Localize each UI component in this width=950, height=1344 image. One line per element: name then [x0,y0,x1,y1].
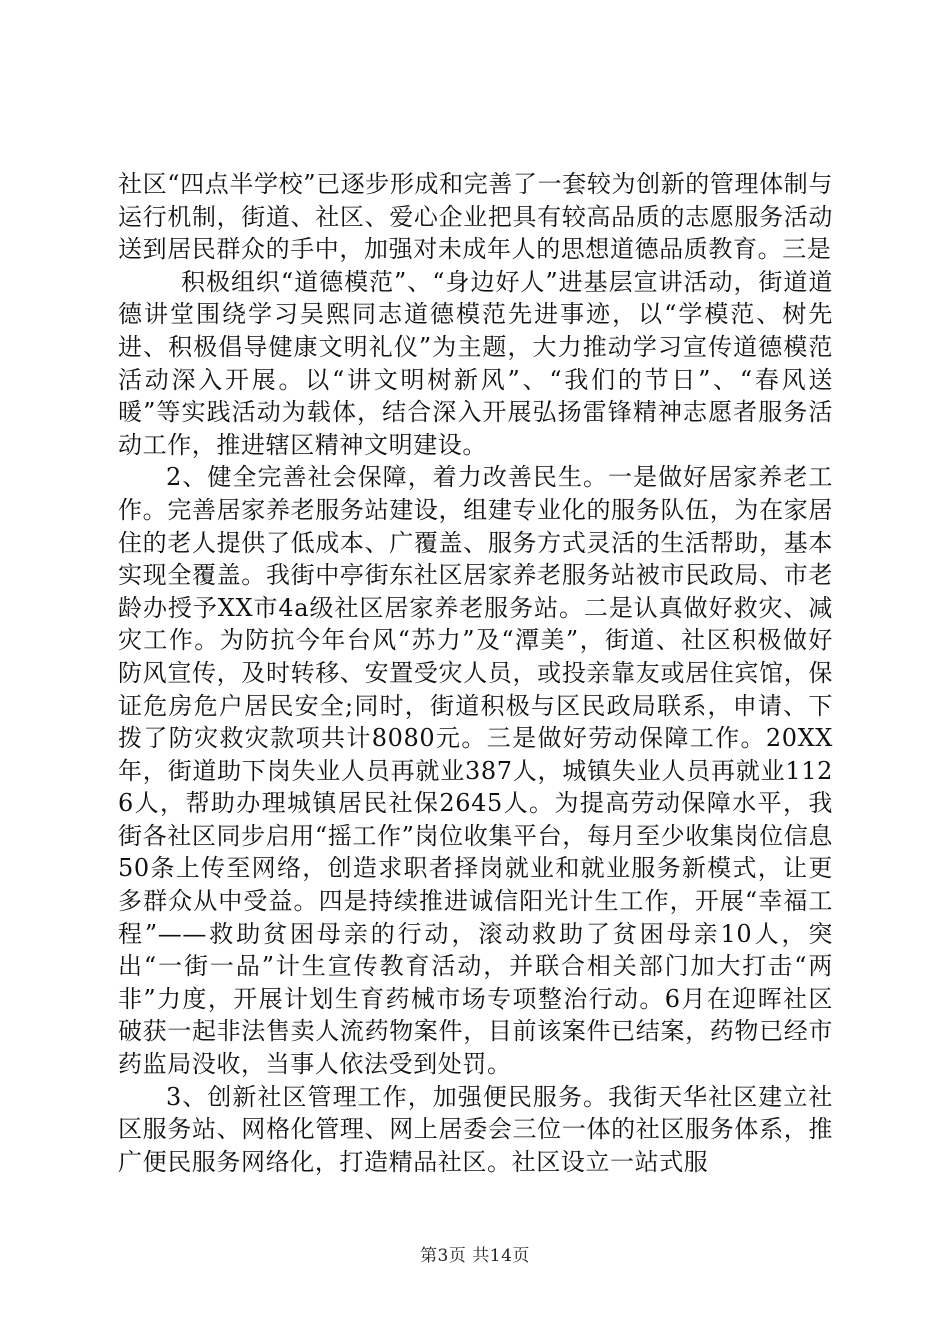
paragraph-community-management: 3、创新社区管理工作，加强便民服务。我街天华社区建立社区服务站、网格化管理、网上居委会三位一体的社区服务体系，推广便民服务网络化，打造精品社区。社区设立一站式服 [118,1082,833,1176]
paragraph-social-security: 2、健全完善社会保障，着力改善民生。一是做好居家养老工作。完善居家养老服务站建设，组建专业化的服务队伍，为在家居住的老人提供了低成本、广覆盖、服务方式灵活的生活帮助，基本实现全覆盖。我街中亭街东社区居家养老服务站被市民政局、市老龄办授予XX市4a级社区居家养老服务站。二是认真做好救灾、减灾工作。为防抗今年台风“苏力”及“潭美”，街道、社区积极做好防风宣传，及时转移、安置受灾人员，或投亲靠友或居住宾馆，保证危房危户居民安全;同时，街道积极与区民政局联系，申请、下拨了防灾救灾款项共计8080元。三是做好劳动保障工作。20XX年，街道助下岗失业人员再就业387人，城镇失业人员再就业1126人，帮助办理城镇居民社保2645人。为提高劳动保障水平，我街各社区同步启用“摇工作”岗位收集平台，每月至少收集岗位信息50条上传至网络，创造求职者择岗就业和就业服务新模式，让更多群众从中受益。四是持续推进诚信阳光计生工作，开展“幸福工程”——救助贫困母亲的行动，滚动救助了贫困母亲10人，突出“一街一品”计生宣传教育活动，并联合相关部门加大打击“两非”力度，开展计划生育药械市场专项整治行动。6月在迎晖社区破获一起非法售卖人流药物案件，目前该案件已结案，药物已经市药监局没收，当事人依法受到处罚。 [118,463,833,1079]
document-body [118,168,833,1178]
page-number-footer: 第3页 共14页 [420,1246,530,1266]
paragraph-moral-models: 积极组织“道德模范”、“身边好人”进基层宣讲活动，街道道德讲堂围绕学习吴熙同志道德模范先进事迹，以“学模范、树先进、积极倡导健康文明礼仪”为主题，大力推动学习宣传道德模范活动深入开展。以“讲文明树新风”、“我们的节日”、“春风送暖”等实践活动为载体，结合深入开展弘扬雷锋精神志愿者服务活动工作，推进辖区精神文明建设。 [118,267,833,459]
paragraph-continuation: 社区“四点半学校”已逐步形成和完善了一套较为创新的管理体制与运行机制，街道、社区、爱心企业把具有较高品质的志愿服务活动送到居民群众的手中，加强对未成年人的思想道德品质教育。三是 [118,170,833,264]
